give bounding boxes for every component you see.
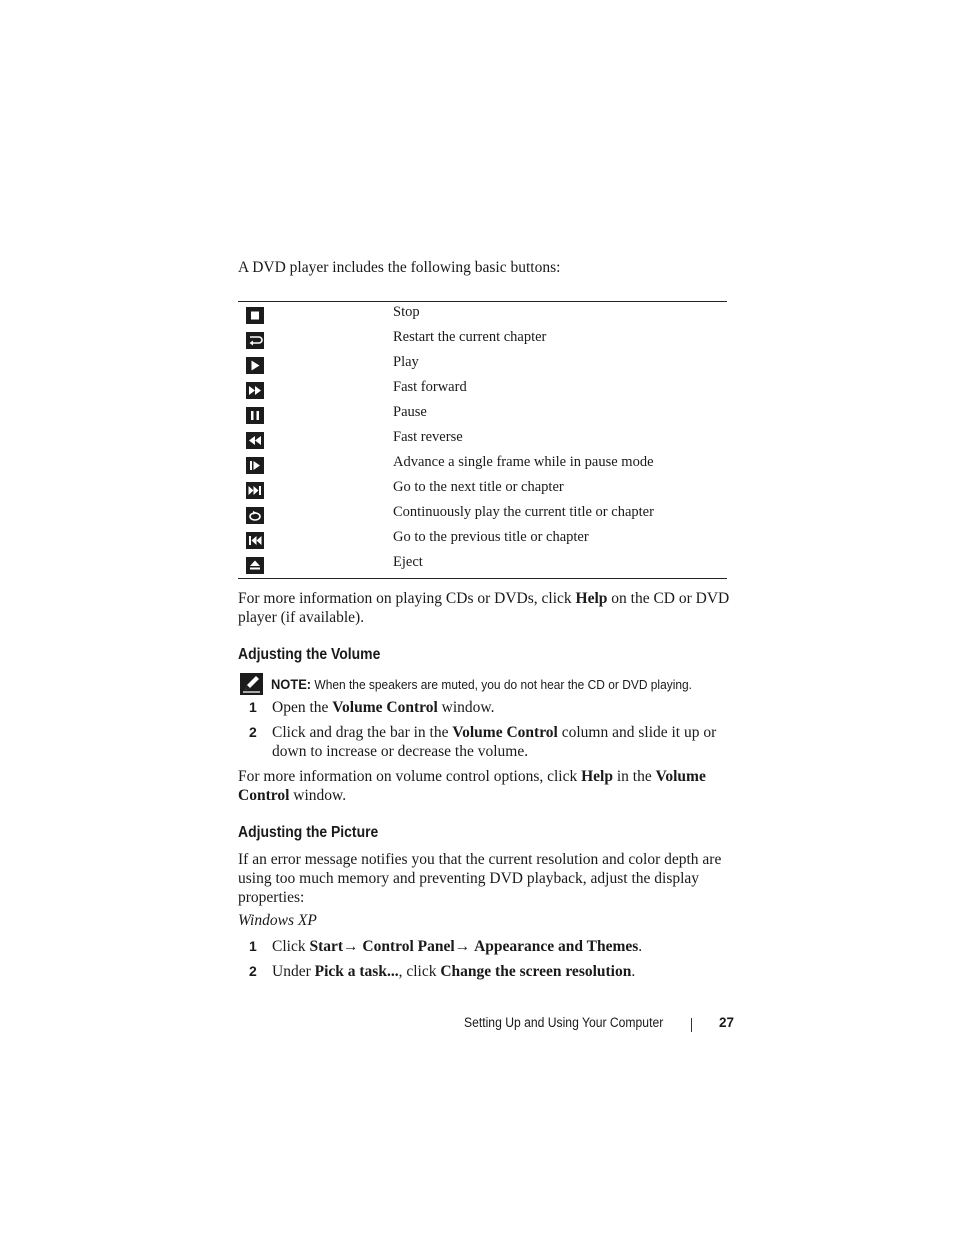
button-description: Go to the next title or chapter (393, 479, 564, 495)
eject-icon (246, 557, 264, 574)
button-description: Fast forward (393, 379, 467, 395)
button-description: Stop (393, 304, 420, 320)
button-description: Eject (393, 554, 423, 570)
step-number: 2 (249, 724, 257, 740)
button-description: Restart the current chapter (393, 329, 547, 345)
note-pencil-icon (240, 673, 263, 695)
button-description: Fast reverse (393, 429, 463, 445)
intro-text: A DVD player includes the following basic buttons: (238, 259, 561, 276)
table-row (238, 428, 727, 453)
picture-paragraph: If an error message notifies you that the current resolution and color depth are using too much memory and preventing DVD playback, adjust the display properties: (238, 851, 722, 906)
button-description: Play (393, 354, 419, 370)
table-row (238, 528, 727, 553)
table-row (238, 353, 727, 378)
note-text: NOTE: When the speakers are muted, you do not hear the CD or DVD playing. (271, 676, 693, 692)
table-row (238, 328, 727, 353)
restart-chapter-icon (246, 332, 264, 349)
fast-forward-icon (246, 382, 264, 399)
footer-divider (691, 1018, 692, 1032)
table-row (238, 378, 727, 403)
section-heading-picture: Adjusting the Picture (238, 824, 379, 841)
os-label: Windows XP (238, 912, 317, 929)
table-row (238, 453, 727, 478)
button-description: Go to the previous title or chapter (393, 529, 589, 545)
table-row (238, 553, 727, 578)
frame-advance-icon (246, 457, 264, 474)
step-number: 1 (249, 938, 257, 954)
step-text: Click Start→ Control Panel→ Appearance and Themes. (272, 938, 643, 955)
button-description: Advance a single frame while in pause mode (393, 454, 654, 470)
volume-info-paragraph: For more information on volume control options, click Help in the Volume Control window. (238, 768, 706, 804)
dvd-buttons-table (238, 301, 727, 579)
step-text: Open the Volume Control window. (272, 699, 495, 716)
pause-icon (246, 407, 264, 424)
play-icon (246, 357, 264, 374)
table-row (238, 303, 727, 328)
repeat-icon (246, 507, 264, 524)
page-number: 27 (719, 1015, 735, 1030)
next-chapter-icon (246, 482, 264, 499)
button-description: Continuously play the current title or chapter (393, 504, 654, 520)
step-text: Under Pick a task..., click Change the screen resolution. (272, 963, 636, 980)
section-heading-volume: Adjusting the Volume (238, 646, 381, 663)
button-description: Pause (393, 404, 427, 420)
step-number: 1 (249, 699, 257, 715)
footer-chapter-title: Setting Up and Using Your Computer (464, 1015, 664, 1030)
stop-icon (246, 307, 264, 324)
help-paragraph: For more information on playing CDs or DVDs, click Help on the CD or DVD player (if available). (238, 590, 730, 626)
previous-chapter-icon (246, 532, 264, 549)
step-number: 2 (249, 963, 257, 979)
table-row (238, 478, 727, 503)
table-row (238, 503, 727, 528)
table-row (238, 403, 727, 428)
step-text: Click and drag the bar in the Volume Control column and slide it up or down to increase or decrease the volume. (272, 724, 717, 760)
fast-reverse-icon (246, 432, 264, 449)
